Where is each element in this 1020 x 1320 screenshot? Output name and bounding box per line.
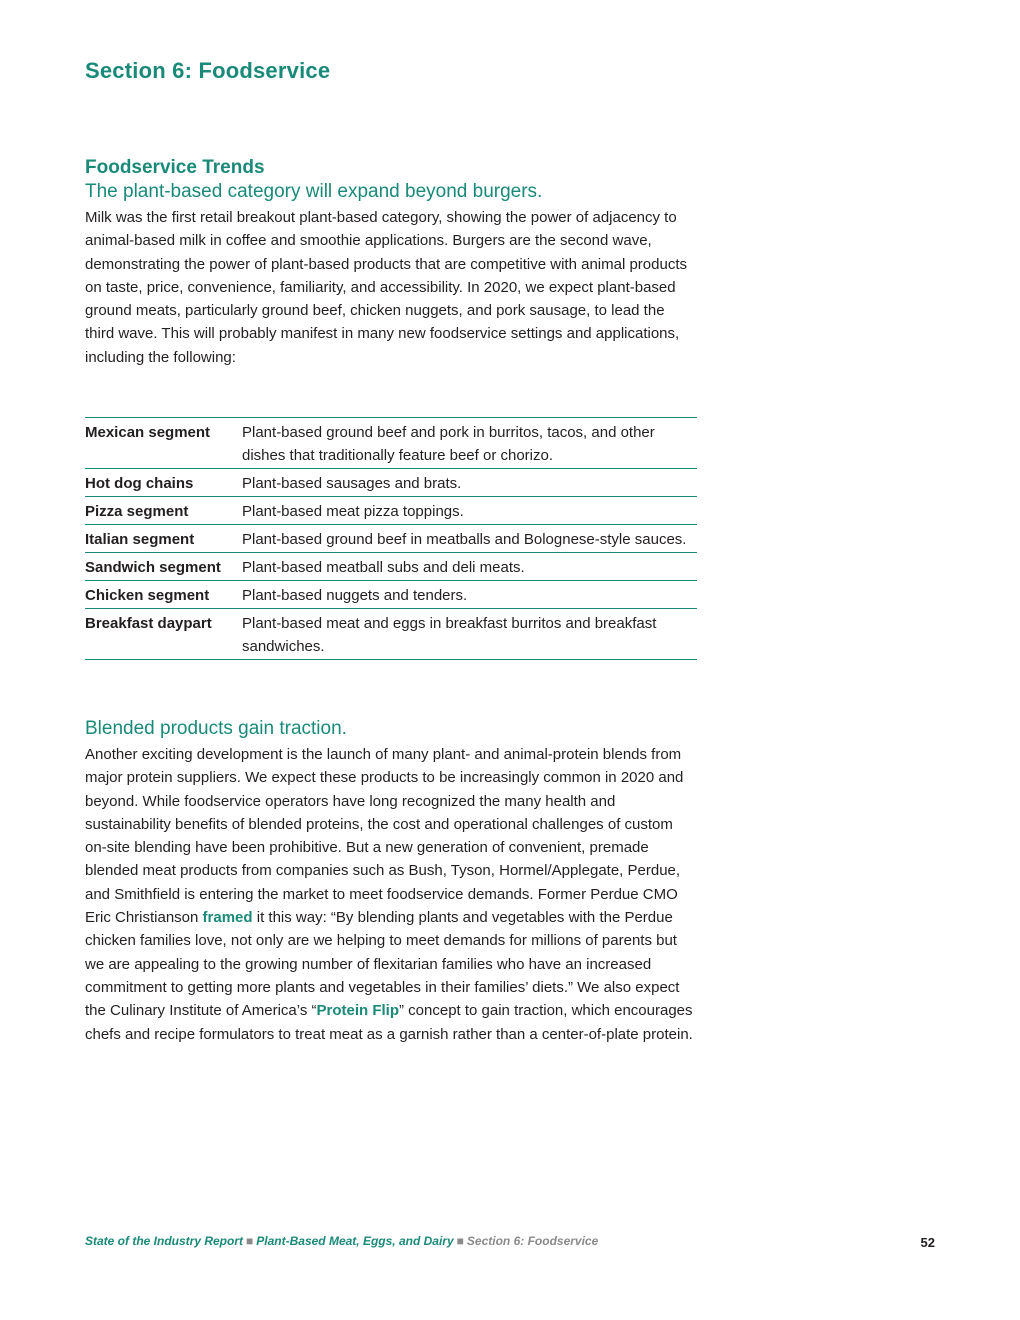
segment-label: Pizza segment	[85, 497, 242, 525]
blended-text-2: it this way: “By blending plants and vegetables with the Perdue chicken families love, not only are we helping to meet demands for millions of parents but we are appealing to the growing number of flexitarian families who have an increased commitment to getting more plants and vegetables in their families’ diets.” We also expect the Culinary Institute of America’s “	[85, 909, 680, 1020]
blended-subheading: Blended products gain traction.	[85, 718, 347, 739]
table-row	[85, 525, 697, 553]
trends-subheading: The plant-based category will expand beyond burgers.	[85, 181, 543, 202]
blended-paragraph	[85, 743, 697, 1046]
page-number: 52	[920, 1235, 935, 1250]
footer-report-title: State of the Industry Report	[85, 1234, 244, 1248]
footer-separator: ■	[456, 1234, 464, 1248]
table-row	[85, 609, 697, 660]
table-row	[85, 553, 697, 581]
table-row	[85, 469, 697, 497]
segment-description: Plant-based nuggets and tenders.	[242, 581, 697, 609]
segment-description: Plant-based sausages and brats.	[242, 469, 697, 497]
footer-separator: ■	[246, 1234, 254, 1248]
blended-text-1: Another exciting development is the launch of many plant- and animal-protein blends from major protein suppliers. We expect these products to be increasingly common in 2020 and beyond. While foodservice operators have long recognized the many health and sustainability benefits of blended proteins, the cost and operational challenges of custom on-site blending have been prohibitive. But a new generation of convenient, premade blended meat products from companies such as Bush, Tyson, Hormel/Applegate, Perdue, and Smithfield is entering the market to meet foodservice demands. Former Perdue CMO Eric Christianson	[85, 746, 684, 927]
footer-breadcrumb	[85, 1234, 598, 1248]
segment-description: Plant-based ground beef in meatballs and Bolognese-style sauces.	[242, 525, 697, 553]
segment-label: Breakfast daypart	[85, 609, 242, 660]
segment-description: Plant-based meat and eggs in breakfast burritos and breakfast sandwiches.	[242, 609, 697, 660]
segment-label: Hot dog chains	[85, 469, 242, 497]
segments-table	[85, 417, 697, 660]
segment-label: Chicken segment	[85, 581, 242, 609]
segment-label: Mexican segment	[85, 418, 242, 469]
segment-description: Plant-based meatball subs and deli meats.	[242, 553, 697, 581]
protein-flip-link[interactable]: Protein Flip	[316, 1002, 399, 1020]
table-row	[85, 581, 697, 609]
blended-text-3: ” concept to gain traction, which encourages chefs and recipe formulators to treat meat as a garnish rather than a center-of-plate protein.	[85, 1002, 693, 1043]
trends-heading: Foodservice Trends	[85, 157, 265, 178]
trends-paragraph: Milk was the first retail breakout plant-based category, showing the power of adjacency to animal-based milk in coffee and smoothie applications. Burgers are the second wave, demonstrating the power of plant-based products that are competitive with animal products on taste, price, convenience, familiarity, and accessibility. In 2020, we expect plant-based ground meats, particularly ground beef, chicken nuggets, and pork sausage, to lead the third wave. This will probably manifest in many new foodservice settings and applications, including the following:	[85, 209, 687, 366]
footer-topic: Plant-Based Meat, Eggs, and Dairy	[256, 1234, 454, 1248]
segment-description: Plant-based meat pizza toppings.	[242, 497, 697, 525]
segment-label: Sandwich segment	[85, 553, 242, 581]
table-row	[85, 418, 697, 469]
segment-description: Plant-based ground beef and pork in burritos, tacos, and other dishes that traditionally feature beef or chorizo.	[242, 418, 697, 469]
segment-label: Italian segment	[85, 525, 242, 553]
table-row	[85, 497, 697, 525]
framed-link[interactable]: framed	[202, 909, 253, 927]
section-title: Section 6: Foodservice	[85, 58, 331, 83]
footer-section: Section 6: Foodservice	[466, 1234, 599, 1248]
